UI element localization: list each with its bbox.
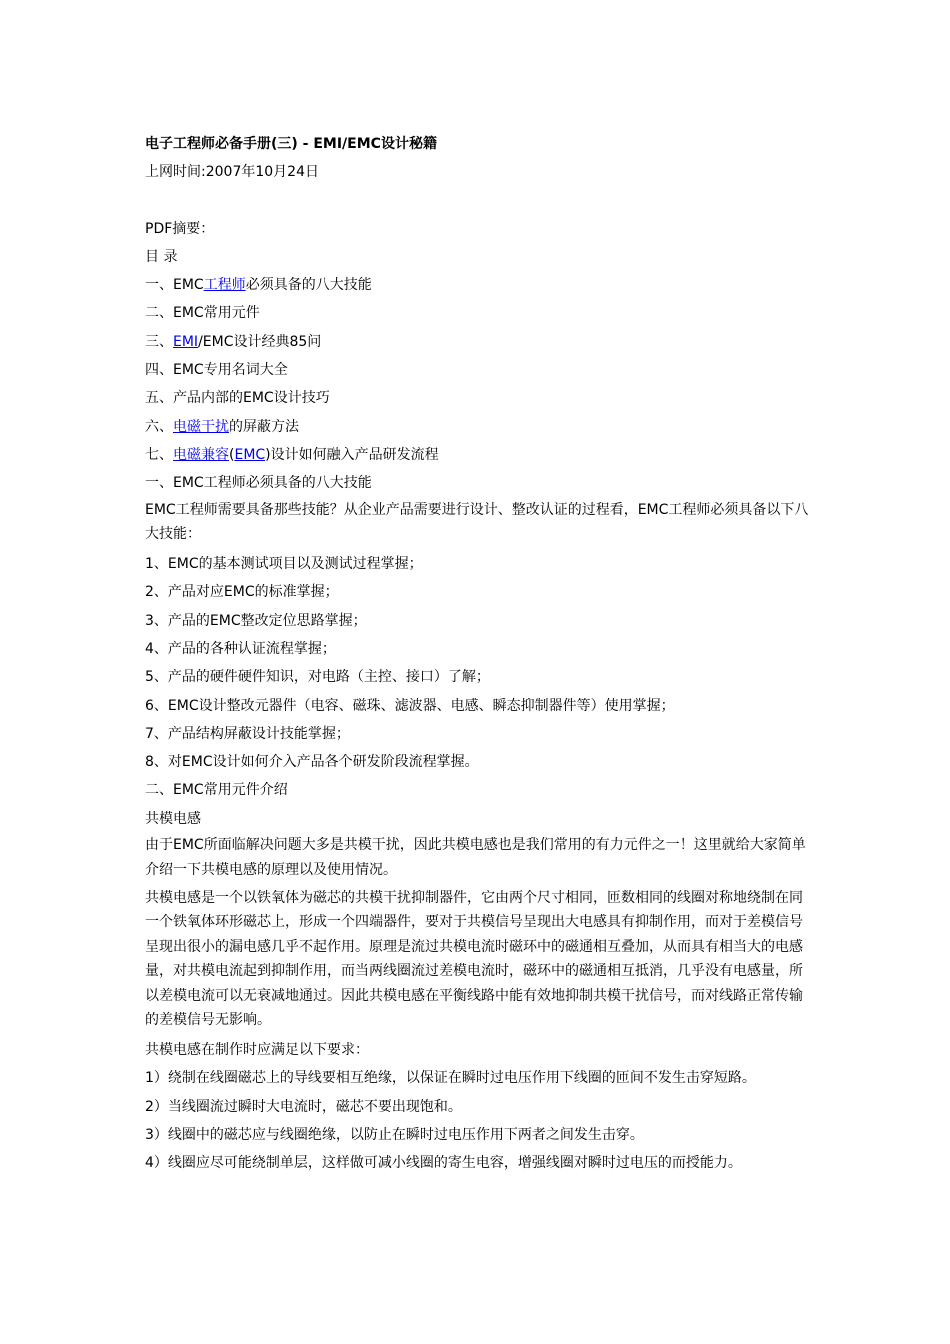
link-engineer[interactable]: 工程师 bbox=[203, 277, 246, 294]
toc-item: 四、EMC专用名词大全 bbox=[145, 362, 288, 379]
skill-item: 1、EMC的基本测试项目以及测试过程掌握； bbox=[145, 556, 423, 573]
link-emi[interactable]: EMI bbox=[173, 333, 199, 350]
skill-item: 6、EMC设计整改元器件（电容、磁珠、滤波器、电感、瞬态抑制器件等）使用掌握； bbox=[145, 697, 675, 714]
toc-item: 二、EMC常用元件 bbox=[145, 305, 260, 322]
toc-item: 五、产品内部的EMC设计技巧 bbox=[145, 390, 330, 407]
section2-paragraph: 共模电感是一个以铁氧体为磁芯的共模干扰抑制器件，它由两个尺寸相同，匝数相同的线圈对称地绕制在同一个铁氧体环形磁芯上，形成一个四端器件，要对于共模信号呈现出大电感具有抑制作用，而对于差模信号呈现出很小的漏电感几乎不起作用。原理是流过共模电流时磁环中的磁通相互叠加，从而具有相当大的电感量，对共模电流起到抑制作用，而当两线圈流过差模电流时，磁环中的磁通相互抵消，几乎没有电感量，所以差模电流可以无衰减地通过。因此共模电感在平衡线路中能有效地抑制共模干扰信号，而对线路正常传输的差模信号无影响。 bbox=[145, 889, 803, 1029]
link-emc[interactable]: EMC bbox=[234, 446, 266, 463]
section1-heading: 一、EMC工程师必须具备的八大技能 bbox=[145, 475, 372, 492]
skill-item: 8、对EMC设计如何介入产品各个研发阶段流程掌握。 bbox=[145, 754, 479, 771]
toc-heading: 目 录 bbox=[145, 248, 178, 265]
online-time: 上网时间:2007年10月24日 bbox=[145, 164, 319, 181]
document-body bbox=[145, 130, 810, 1178]
toc-item: 一、EMC工程师必须具备的八大技能 bbox=[145, 277, 372, 294]
skill-item: 4、产品的各种认证流程掌握； bbox=[145, 640, 336, 657]
toc-item: 七、电磁兼容(EMC)设计如何融入产品研发流程 bbox=[145, 446, 439, 463]
skill-item: 2、产品对应EMC的标准掌握； bbox=[145, 584, 339, 601]
document-title: 电子工程师必备手册(三) - EMI/EMC设计秘籍 bbox=[145, 136, 437, 152]
link-em-interference[interactable]: 电磁干扰 bbox=[173, 418, 229, 435]
skill-item: 5、产品的硬件硬件知识，对电路（主控、接口）了解； bbox=[145, 669, 490, 686]
section2-paragraph: 由于EMC所面临解决问题大多是共模干扰，因此共模电感也是我们常用的有力元件之一！这里就给大家简单介绍一下共模电感的原理以及使用情况。 bbox=[145, 837, 806, 878]
requirement-item: 4）线圈应尽可能绕制单层，这样做可减小线圈的寄生电容，增强线圈对瞬时过电压的而授能力。 bbox=[145, 1155, 742, 1172]
requirement-item: 2）当线圈流过瞬时大电流时，磁芯不要出现饱和。 bbox=[145, 1098, 462, 1115]
toc-item: 六、电磁干扰的屏蔽方法 bbox=[145, 418, 299, 435]
section2-subheading: 共模电感 bbox=[145, 810, 201, 827]
requirement-item: 3）线圈中的磁芯应与线圈绝缘，以防止在瞬时过电压作用下两者之间发生击穿。 bbox=[145, 1126, 644, 1143]
section2-heading: 二、EMC常用元件介绍 bbox=[145, 782, 288, 799]
skill-item: 7、产品结构屏蔽设计技能掌握； bbox=[145, 725, 350, 742]
requirement-item: 1）绕制在线圈磁芯上的导线要相互绝缘，以保证在瞬时过电压作用下线圈的匝间不发生击穿短路。 bbox=[145, 1070, 756, 1087]
blank-line bbox=[145, 187, 810, 215]
link-em-compatibility[interactable]: 电磁兼容 bbox=[173, 446, 229, 463]
pdf-summary-label: PDF摘要： bbox=[145, 220, 215, 237]
toc-item: 三、EMI/EMC设计经典85问 bbox=[145, 333, 322, 350]
section1-intro: EMC工程师需要具备那些技能？从企业产品需要进行设计、整改认证的过程看，EMC工程师必须具备以下八大技能： bbox=[145, 501, 809, 543]
skill-item: 3、产品的EMC整改定位思路掌握； bbox=[145, 612, 367, 629]
requirements-heading: 共模电感在制作时应满足以下要求： bbox=[145, 1042, 369, 1059]
